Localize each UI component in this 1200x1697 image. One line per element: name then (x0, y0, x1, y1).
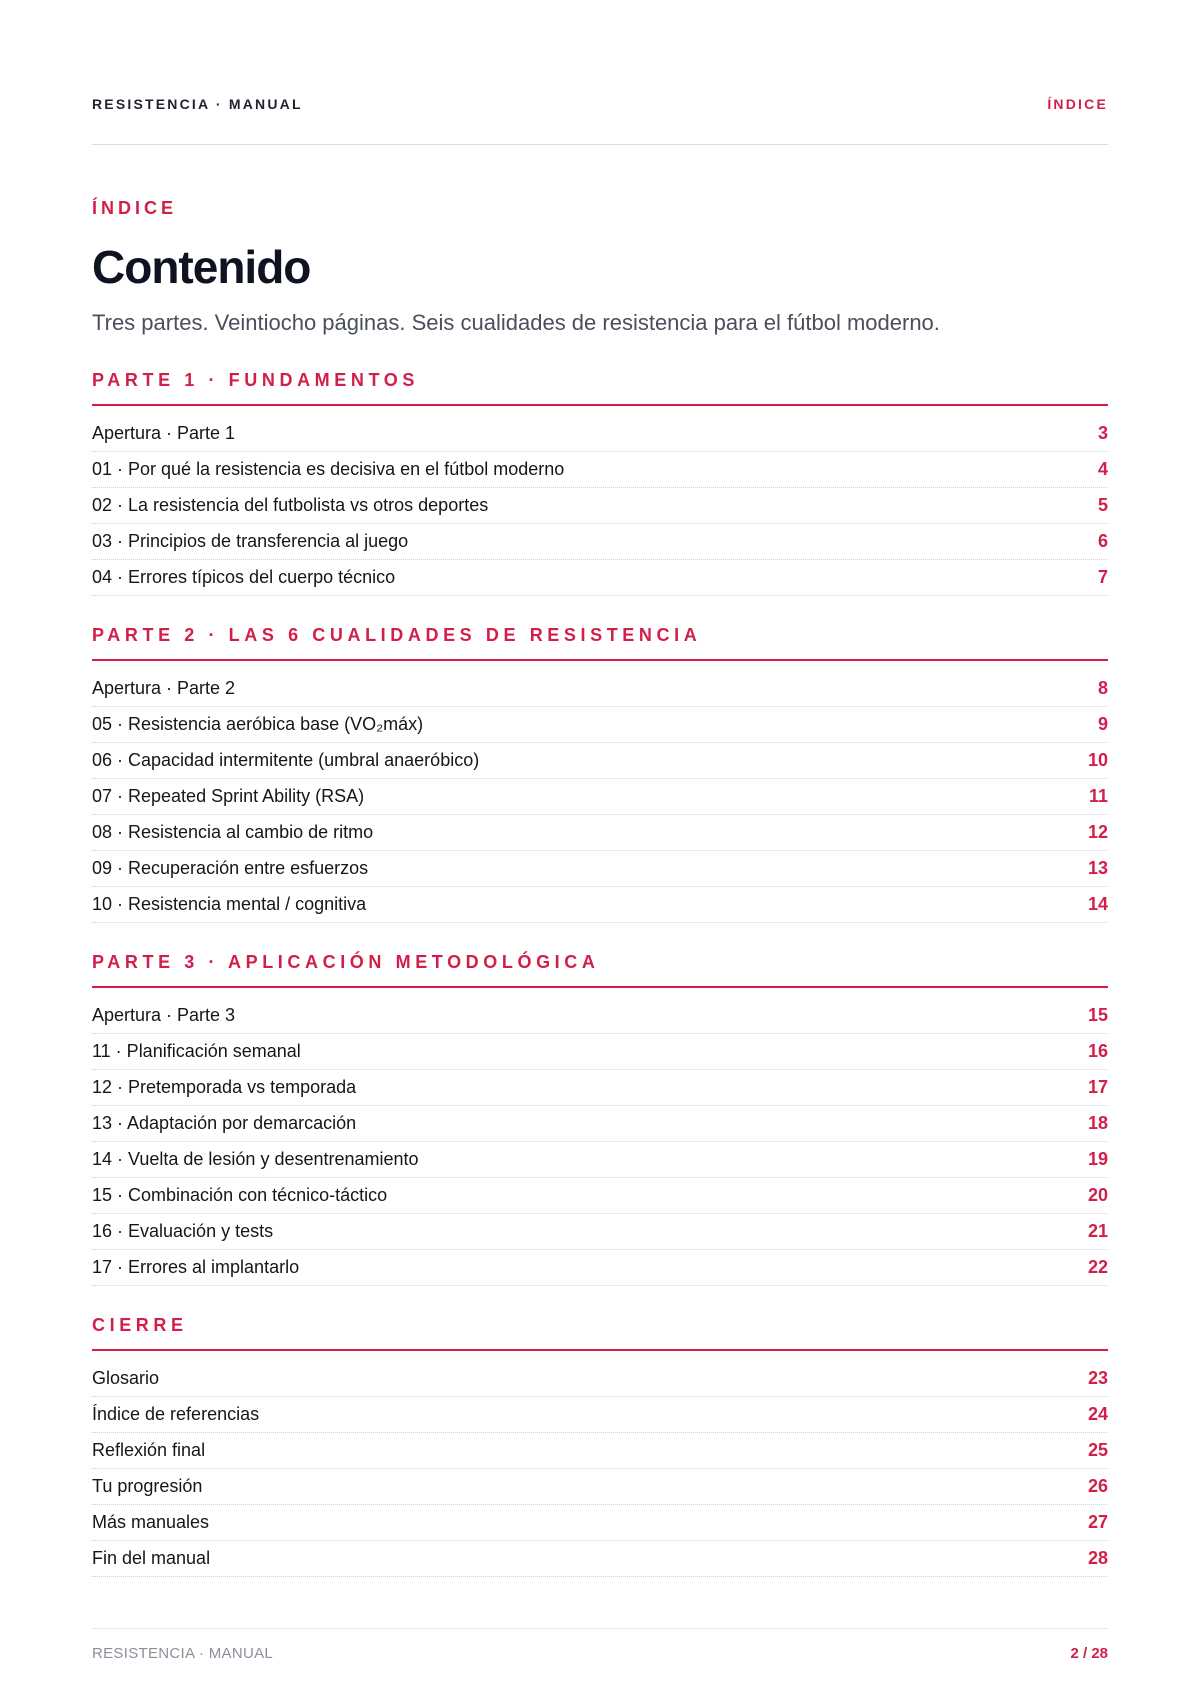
toc-entry-label: Índice de referencias (92, 1404, 260, 1424)
toc-entry-page-number: 9 (1097, 714, 1108, 734)
toc-entry-page-number: 21 (1087, 1221, 1108, 1241)
toc-entry-list (92, 998, 1108, 1286)
toc-entry-page-number: 24 (1087, 1404, 1108, 1424)
toc-entry-page-number: 26 (1087, 1476, 1108, 1496)
footer-brand: RESISTENCIA · MANUAL (92, 1645, 274, 1662)
toc-entry-label: 03 · Principios de transferencia al juego (92, 531, 409, 551)
toc-entry-label: 01 · Por qué la resistencia es decisiva en el fútbol moderno (92, 459, 565, 479)
toc-entry-label: Tu progresión (92, 1476, 203, 1496)
toc-entry[interactable] (92, 1397, 1108, 1433)
toc-entry-label: Apertura · Parte 2 (92, 678, 236, 698)
toc-entry-label: Reflexión final (92, 1440, 206, 1460)
toc-entry[interactable] (92, 671, 1108, 707)
toc-entry-page-number: 11 (1088, 786, 1108, 806)
toc-entry-page-number: 10 (1087, 750, 1108, 770)
toc-entry-page-number: 22 (1087, 1257, 1108, 1277)
header-brand: RESISTENCIA · MANUAL (92, 96, 303, 112)
toc-entry[interactable] (92, 1034, 1108, 1070)
toc-entry[interactable] (92, 1214, 1108, 1250)
toc-entry-page-number: 17 (1087, 1077, 1108, 1097)
toc-entry-label: 12 · Pretemporada vs temporada (92, 1077, 357, 1097)
page-counter: 2 / 28 (1070, 1645, 1108, 1662)
toc-entry[interactable] (92, 1070, 1108, 1106)
toc-entry-label: Glosario (92, 1368, 160, 1388)
toc-part (92, 369, 1108, 596)
footer-divider (92, 1628, 1108, 1629)
toc-entry-label: 07 · Repeated Sprint Ability (RSA) (92, 786, 365, 806)
toc-entry-label: 17 · Errores al implantarlo (92, 1257, 300, 1277)
toc-entry[interactable] (92, 998, 1108, 1034)
toc-part (92, 951, 1108, 1286)
toc-entry-page-number: 3 (1097, 423, 1108, 443)
toc-entry-page-number: 16 (1087, 1041, 1108, 1061)
toc-entry-label: Apertura · Parte 1 (92, 423, 236, 443)
toc-entry[interactable] (92, 452, 1108, 488)
part-heading: PARTE 2 · LAS 6 CUALIDADES DE RESISTENCIA (92, 624, 1108, 661)
toc-entry-page-number: 15 (1087, 1005, 1108, 1025)
toc-entry-label: 08 · Resistencia al cambio de ritmo (92, 822, 374, 842)
toc-entry[interactable] (92, 524, 1108, 560)
toc-entry-label: Apertura · Parte 3 (92, 1005, 236, 1025)
toc-entry[interactable] (92, 743, 1108, 779)
toc-entry-label: 02 · La resistencia del futbolista vs otros deportes (92, 495, 489, 515)
toc-entry[interactable] (92, 1541, 1108, 1577)
toc-entry-label: 15 · Combinación con técnico-táctico (92, 1185, 388, 1205)
toc-entry-list (92, 1361, 1108, 1577)
toc-content (92, 197, 1108, 1577)
toc-entry-page-number: 8 (1097, 678, 1108, 698)
running-header (92, 96, 1108, 112)
part-heading: PARTE 1 · FUNDAMENTOS (92, 369, 1108, 406)
toc-entry[interactable] (92, 560, 1108, 596)
toc-entry-page-number: 20 (1087, 1185, 1108, 1205)
toc-entry[interactable] (92, 887, 1108, 923)
part-heading: CIERRE (92, 1314, 1108, 1351)
toc-entry-page-number: 7 (1097, 567, 1108, 587)
toc-entry-page-number: 28 (1087, 1548, 1108, 1568)
toc-entry-list (92, 416, 1108, 596)
toc-part (92, 624, 1108, 923)
toc-entry[interactable] (92, 779, 1108, 815)
toc-entry-label: 13 · Adaptación por demarcación (92, 1113, 357, 1133)
toc-entry-label: 05 · Resistencia aeróbica base (VO₂máx) (92, 714, 424, 734)
toc-entry-label: Fin del manual (92, 1548, 211, 1568)
toc-entry[interactable] (92, 707, 1108, 743)
toc-part (92, 1314, 1108, 1577)
toc-entry-page-number: 25 (1087, 1440, 1108, 1460)
toc-entry-page-number: 18 (1087, 1113, 1108, 1133)
toc-entry-label: 09 · Recuperación entre esfuerzos (92, 858, 369, 878)
toc-entry[interactable] (92, 1106, 1108, 1142)
page-title: Contenido (92, 241, 311, 293)
toc-entry[interactable] (92, 1250, 1108, 1286)
toc-entry[interactable] (92, 1361, 1108, 1397)
toc-entry[interactable] (92, 815, 1108, 851)
toc-entry-page-number: 12 (1087, 822, 1108, 842)
toc-entry[interactable] (92, 488, 1108, 524)
toc-entry-label: Más manuales (92, 1512, 210, 1532)
toc-entry-page-number: 19 (1087, 1149, 1108, 1169)
toc-entry[interactable] (92, 1505, 1108, 1541)
toc-entry-label: 11 · Planificación semanal (92, 1041, 301, 1061)
toc-entry-page-number: 27 (1087, 1512, 1108, 1532)
toc-entry-list (92, 671, 1108, 923)
toc-entry[interactable] (92, 851, 1108, 887)
toc-entry-label: 06 · Capacidad intermitente (umbral anaeróbico) (92, 750, 480, 770)
toc-entry-label: 14 · Vuelta de lesión y desentrenamiento (92, 1149, 419, 1169)
toc-entry[interactable] (92, 1433, 1108, 1469)
toc-entry-label: 04 · Errores típicos del cuerpo técnico (92, 567, 396, 587)
part-heading: PARTE 3 · APLICACIÓN METODOLÓGICA (92, 951, 1108, 988)
toc-entry-page-number: 4 (1097, 459, 1108, 479)
page-subtitle: Tres partes. Veintiocho páginas. Seis cualidades de resistencia para el fútbol moderno. (92, 310, 940, 335)
toc-entry-label: 16 · Evaluación y tests (92, 1221, 274, 1241)
toc-entry-page-number: 5 (1097, 495, 1108, 515)
header-section-label: ÍNDICE (1047, 96, 1108, 112)
running-footer (92, 1645, 1108, 1662)
header-divider (92, 144, 1108, 145)
toc-entry-page-number: 14 (1087, 894, 1108, 914)
toc-entry-page-number: 23 (1087, 1368, 1108, 1388)
toc-entry-page-number: 6 (1097, 531, 1108, 551)
toc-entry[interactable] (92, 1469, 1108, 1505)
toc-entry[interactable] (92, 1178, 1108, 1214)
toc-entry[interactable] (92, 416, 1108, 452)
section-eyebrow: ÍNDICE (92, 198, 178, 218)
toc-entry-label: 10 · Resistencia mental / cognitiva (92, 894, 367, 914)
toc-entry[interactable] (92, 1142, 1108, 1178)
toc-entry-page-number: 13 (1087, 858, 1108, 878)
toc-parts (92, 369, 1108, 1577)
